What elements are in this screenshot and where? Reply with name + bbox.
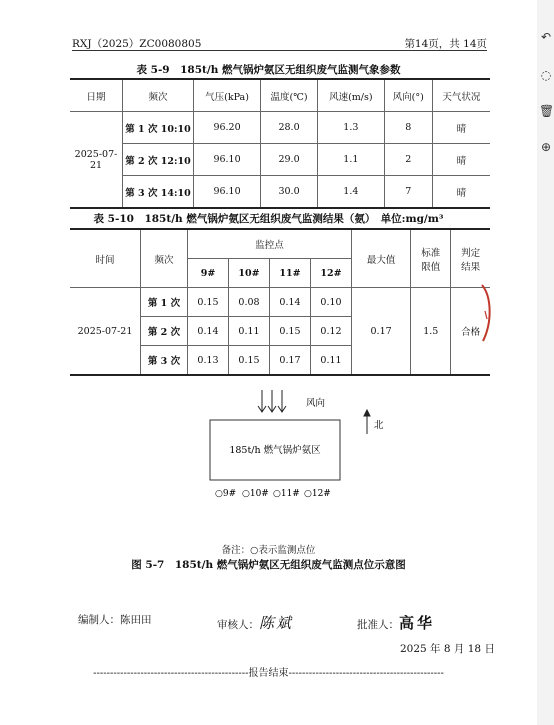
add-icon[interactable]: ⊕ — [540, 140, 552, 154]
point-11: ○11# — [273, 489, 300, 499]
weather-params-table — [70, 78, 490, 209]
table-header-row — [70, 79, 490, 112]
report-number: RXJ（2025）ZC0080805 — [72, 38, 202, 50]
point-header: 9# — [188, 259, 229, 288]
header-rule — [72, 50, 487, 51]
freq-cell: 第 3 次 — [141, 346, 188, 376]
weather-cell: 晴 — [432, 112, 490, 144]
header-cell: 时间 — [70, 229, 141, 288]
report-date: 2025 年 8 月 18 日 — [400, 643, 495, 655]
freq-cell: 第 1 次 10:10 — [123, 112, 194, 144]
table-5-9-caption: 表 5-9 185t/h 燃气锅炉氨区无组织废气监测气象参数 — [136, 64, 401, 76]
header-cell: 判定 结果 — [451, 229, 490, 288]
point-9: ○9# — [215, 489, 237, 499]
figure-note: 备注：○表示监测点位 — [221, 545, 316, 556]
approver-label: 批准人： — [357, 619, 399, 631]
side-toolbar — [537, 0, 554, 725]
header-cell: 风向(°) — [384, 79, 432, 112]
value-cell: 0.10 — [311, 288, 352, 317]
approver-signature: 高华 — [399, 614, 436, 632]
header-cell: 频次 — [123, 79, 194, 112]
table-row — [70, 288, 490, 317]
table-row — [70, 176, 490, 209]
temp-cell: 29.0 — [261, 144, 318, 176]
header-cell: 最大值 — [352, 229, 411, 288]
date-cell: 2025-07-21 — [70, 288, 141, 376]
report-end-line: ----------------------------------------------报告结束---------------------------------------------- — [93, 668, 444, 679]
value-cell: 0.15 — [229, 346, 270, 376]
compiler-block — [78, 612, 152, 627]
wind-arrows — [258, 390, 286, 412]
header-cell: 温度(℃) — [261, 79, 318, 112]
area-label: 185t/h 燃气锅炉氨区 — [229, 445, 321, 456]
value-cell: 0.11 — [229, 317, 270, 346]
value-cell: 0.15 — [270, 317, 311, 346]
reviewer-label: 审核人： — [217, 619, 259, 631]
weather-cell: 晴 — [432, 176, 490, 209]
temp-cell: 30.0 — [261, 176, 318, 209]
header-cell: 天气状况 — [432, 79, 490, 112]
freq-cell: 第 1 次 — [141, 288, 188, 317]
freq-cell: 第 3 次 14:10 — [123, 176, 194, 209]
reviewer-signature: 陈斌 — [259, 614, 294, 632]
figure-caption: 图 5-7 185t/h 燃气锅炉氨区无组织废气监测点位示意图 — [131, 559, 406, 571]
point-header: 10# — [229, 259, 270, 288]
temp-cell: 28.0 — [261, 112, 318, 144]
header-cell: 标准 限值 — [411, 229, 451, 288]
header-cell: 频次 — [141, 229, 188, 288]
page-number: 第14页，共 14页 — [404, 38, 487, 50]
table-row — [70, 112, 490, 144]
table-header-row — [70, 229, 490, 259]
pressure-cell: 96.20 — [194, 112, 261, 144]
compiler-label: 编制人： — [78, 614, 120, 626]
compiler-name: 陈田田 — [120, 614, 152, 626]
ammonia-results-table — [70, 228, 490, 376]
header-cell: 监控点 — [188, 229, 352, 259]
north-arrow — [364, 410, 370, 434]
value-cell: 0.13 — [188, 346, 229, 376]
result-cell: 合格 — [451, 288, 490, 376]
red-stamp-mark — [480, 283, 494, 345]
dir-cell: 2 — [384, 144, 432, 176]
weather-cell: 晴 — [432, 144, 490, 176]
header-cell: 气压(kPa) — [194, 79, 261, 112]
value-cell: 0.12 — [311, 317, 352, 346]
value-cell: 0.17 — [270, 346, 311, 376]
page-header — [72, 36, 487, 50]
freq-cell: 第 2 次 12:10 — [123, 144, 194, 176]
value-cell: 0.08 — [229, 288, 270, 317]
date-cell: 2025-07-21 — [70, 112, 123, 209]
point-12: ○12# — [304, 489, 331, 499]
dir-cell: 8 — [384, 112, 432, 144]
speed-cell: 1.3 — [318, 112, 385, 144]
monitoring-point-diagram — [0, 380, 537, 550]
freq-cell: 第 2 次 — [141, 317, 188, 346]
dir-cell: 7 — [384, 176, 432, 209]
header-cell: 风速(m/s) — [318, 79, 385, 112]
limit-cell: 1.5 — [411, 288, 451, 376]
value-cell: 0.11 — [311, 346, 352, 376]
reviewer-block — [217, 612, 293, 633]
refresh-icon[interactable]: ◌ — [540, 68, 552, 82]
speed-cell: 1.4 — [318, 176, 385, 209]
point-10: ○10# — [242, 489, 269, 499]
pressure-cell: 96.10 — [194, 176, 261, 209]
header-cell: 日期 — [70, 79, 123, 112]
rotate-icon[interactable]: ↶ — [540, 30, 552, 44]
table-5-10-caption: 表 5-10 185t/h 燃气锅炉氨区无组织废气监测结果（氨） 单位:mg/m³ — [93, 213, 444, 225]
point-header: 11# — [270, 259, 311, 288]
approver-block — [357, 612, 435, 633]
value-cell: 0.15 — [188, 288, 229, 317]
north-label: 北 — [374, 420, 384, 431]
value-cell: 0.14 — [188, 317, 229, 346]
wind-label: 风向 — [306, 398, 326, 409]
table-row — [70, 144, 490, 176]
max-cell: 0.17 — [352, 288, 411, 376]
speed-cell: 1.1 — [318, 144, 385, 176]
point-header: 12# — [311, 259, 352, 288]
value-cell: 0.14 — [270, 288, 311, 317]
trash-icon[interactable]: 🗑 — [539, 104, 554, 118]
pressure-cell: 96.10 — [194, 144, 261, 176]
